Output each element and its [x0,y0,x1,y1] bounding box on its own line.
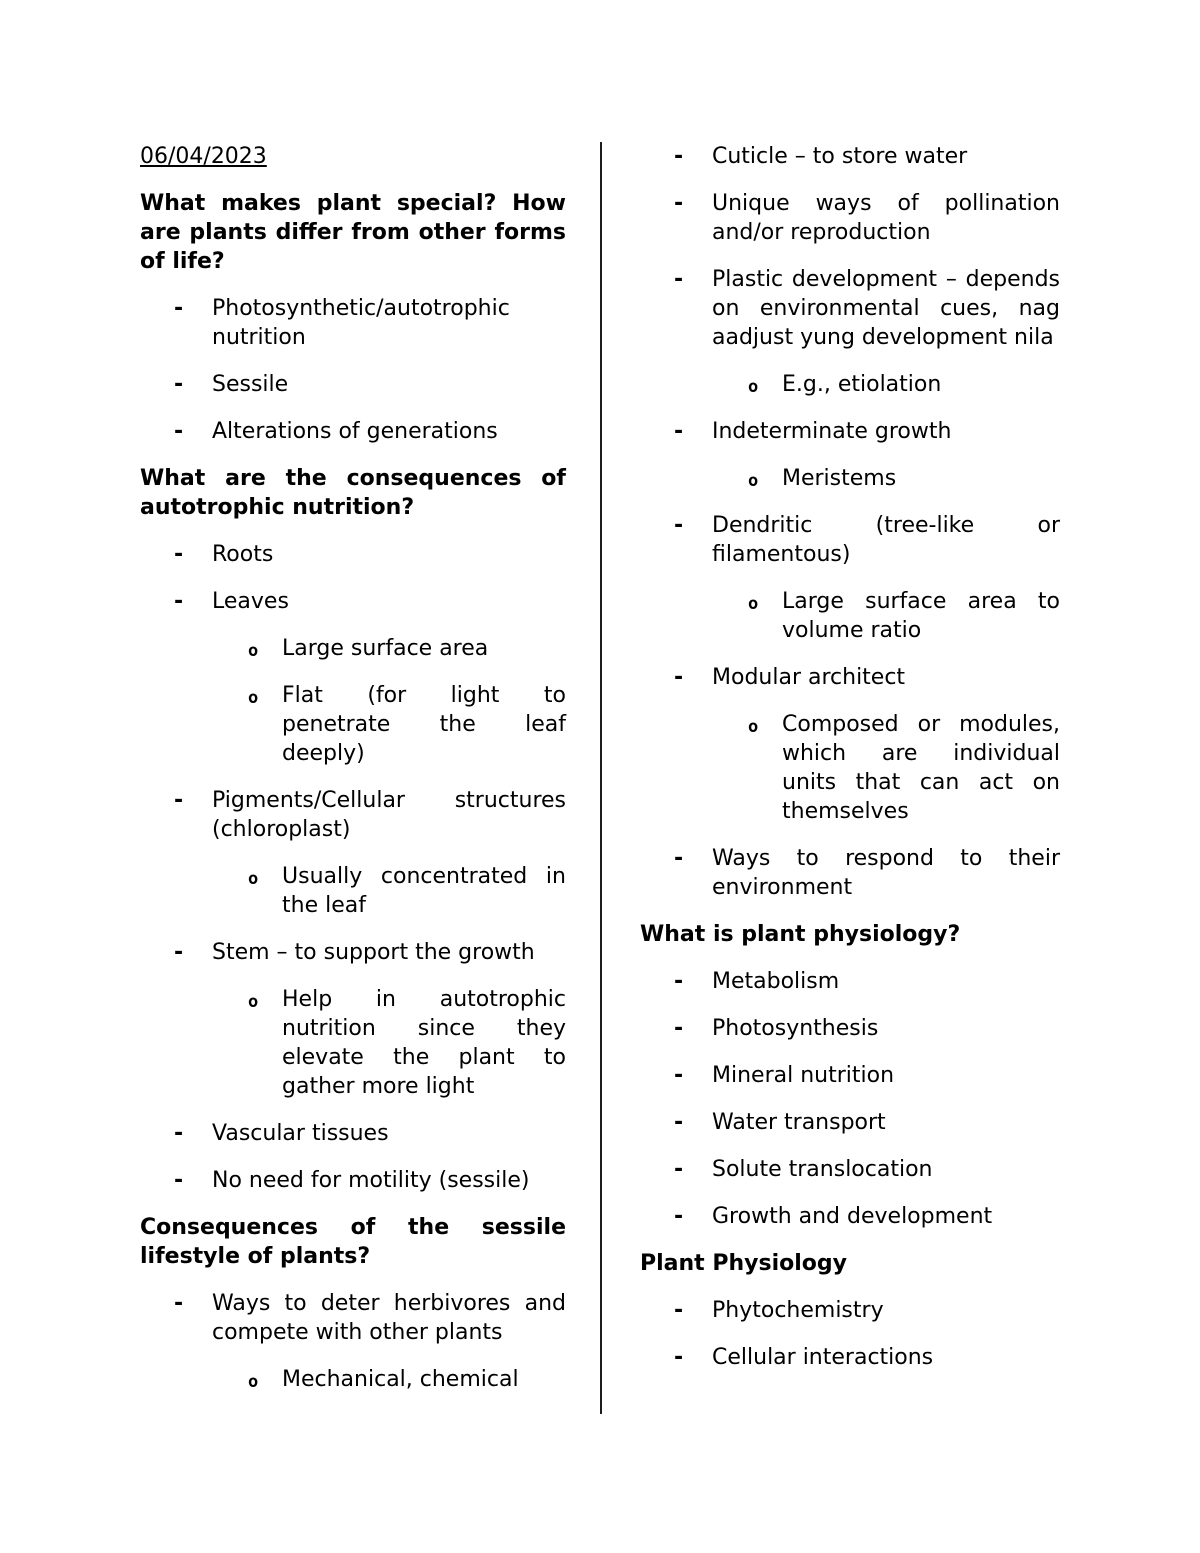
bullet-item-level1 [640,663,1060,692]
bullet-text: Alterations of generations [212,419,498,444]
bullet-item-level2 [140,1365,566,1394]
bullet-item-level2 [140,985,566,1101]
bullet-item-level1 [640,1202,1060,1231]
bullet-text: Help in autotrophic nutrition since they elevate the plant to gather more light [282,987,566,1099]
bullet-item-level2 [640,370,1060,399]
bullet-item-level1 [140,1289,566,1347]
right-column [640,142,1060,1390]
bullet-text: E.g., etiolation [782,372,942,397]
bullet-text: Cellular interactions [712,1345,934,1370]
date-heading: 06/04/2023 [140,144,267,169]
bullet-text: Growth and development [712,1204,993,1229]
bullet-item-level1 [640,142,1060,171]
bullet-text: Phytochemistry [712,1298,884,1323]
bullet-item-level1 [140,370,566,399]
bullet-item-level2 [140,862,566,920]
dash-bullet-marker: - [674,846,684,871]
bullet-text: Modular architect [712,665,906,690]
bullet-text: Indeterminate growth [712,419,952,444]
dash-bullet-marker: - [674,144,684,169]
bullet-text: Water transport [712,1110,886,1135]
dash-bullet-marker: - [174,419,184,444]
heading-text: What is plant physiology? [640,922,961,947]
bullet-item-level1 [640,1061,1060,1090]
heading-text: What are the consequences of autotrophic nutrition? [140,466,566,520]
dash-bullet-marker: - [174,589,184,614]
circle-bullet-marker: o [248,1372,259,1392]
bullet-text: Solute translocation [712,1157,933,1182]
bullet-text: Photosynthesis [712,1016,879,1041]
bullet-text: Unique ways of pollination and/or reproduction [712,191,1060,245]
bullet-text: Meristems [782,466,897,491]
circle-bullet-marker: o [248,869,259,889]
bullet-text: Metabolism [712,969,840,994]
circle-bullet-marker: o [748,471,759,491]
bullet-item-level1 [140,1166,566,1195]
bullet-text: Roots [212,542,274,567]
bullet-item-level1 [640,1108,1060,1137]
section-heading [640,920,1060,949]
bullet-text: Sessile [212,372,289,397]
heading-text: What makes plant special? How are plants differ from other forms of life? [140,191,566,274]
circle-bullet-marker: o [248,992,259,1012]
bullet-text: Pigments/Cellular structures (chloroplast) [212,788,566,842]
circle-bullet-marker: o [748,594,759,614]
bullet-text: Stem – to support the growth [212,940,535,965]
bullet-item-level2 [140,634,566,663]
dash-bullet-marker: - [174,788,184,813]
circle-bullet-marker: o [748,377,759,397]
bullet-item-level2 [640,587,1060,645]
dash-bullet-marker: - [174,1121,184,1146]
bullet-text: Mineral nutrition [712,1063,895,1088]
dash-bullet-marker: - [674,191,684,216]
bullet-text: Leaves [212,589,289,614]
dash-bullet-marker: - [674,1063,684,1088]
heading-text: Plant Physiology [640,1251,847,1276]
bullet-item-level1 [640,1296,1060,1325]
circle-bullet-marker: o [248,688,259,708]
section-heading [140,1213,566,1271]
bullet-item-level1 [140,938,566,967]
circle-bullet-marker: o [248,641,259,661]
bullet-item-level1 [640,1343,1060,1372]
bullet-text: Plastic development – depends on environmental cues, nag aadjust yung development nila [712,267,1060,350]
bullet-text: Cuticle – to store water [712,144,968,169]
bullet-item-level1 [140,1119,566,1148]
bullet-text: Usually concentrated in the leaf [282,864,566,918]
bullet-item-level1 [640,844,1060,902]
bullet-text: Photosynthetic/autotrophic nutrition [212,296,510,350]
section-heading [140,464,566,522]
heading-text: Consequences of the sessile lifestyle of plants? [140,1215,566,1269]
bullet-text: Dendritic (tree-like or filamentous) [712,513,1060,567]
section-heading [140,189,566,276]
bullet-item-level2 [640,710,1060,826]
bullet-item-level1 [640,967,1060,996]
section-heading [640,1249,1060,1278]
bullet-item-level1 [140,417,566,446]
dash-bullet-marker: - [174,940,184,965]
dash-bullet-marker: - [674,969,684,994]
dash-bullet-marker: - [674,1110,684,1135]
bullet-text: Ways to deter herbivores and compete with other plants [212,1291,566,1345]
dash-bullet-marker: - [174,296,184,321]
bullet-text: No need for motility (sessile) [212,1168,530,1193]
dash-bullet-marker: - [674,1204,684,1229]
dash-bullet-marker: - [674,267,684,292]
bullet-text: Composed or modules, which are individual units that can act on themselves [782,712,1060,824]
bullet-item-level1 [640,1014,1060,1043]
bullet-text: Ways to respond to their environment [712,846,1060,900]
dash-bullet-marker: - [674,513,684,538]
bullet-item-level1 [640,189,1060,247]
dash-bullet-marker: - [674,665,684,690]
dash-bullet-marker: - [674,1298,684,1323]
bullet-item-level1 [140,587,566,616]
dash-bullet-marker: - [674,419,684,444]
bullet-text: Large surface area [282,636,489,661]
dash-bullet-marker: - [174,1168,184,1193]
column-divider [600,142,602,1414]
bullet-text: Mechanical, chemical [282,1367,519,1392]
bullet-text: Large surface area to volume ratio [782,589,1060,643]
bullet-item-level2 [140,681,566,768]
circle-bullet-marker: o [748,717,759,737]
dash-bullet-marker: - [674,1345,684,1370]
dash-bullet-marker: - [174,1291,184,1316]
bullet-item-level1 [640,511,1060,569]
dash-bullet-marker: - [674,1157,684,1182]
dash-bullet-marker: - [174,372,184,397]
bullet-item-level1 [140,786,566,844]
bullet-item-level1 [140,294,566,352]
left-column [140,142,566,1412]
bullet-item-level1 [640,265,1060,352]
bullet-text: Flat (for light to penetrate the leaf deeply) [282,683,566,766]
bullet-item-level1 [640,417,1060,446]
bullet-text: Vascular tissues [212,1121,389,1146]
bullet-item-level1 [140,540,566,569]
dash-bullet-marker: - [674,1016,684,1041]
dash-bullet-marker: - [174,542,184,567]
bullet-item-level2 [640,464,1060,493]
bullet-item-level1 [640,1155,1060,1184]
